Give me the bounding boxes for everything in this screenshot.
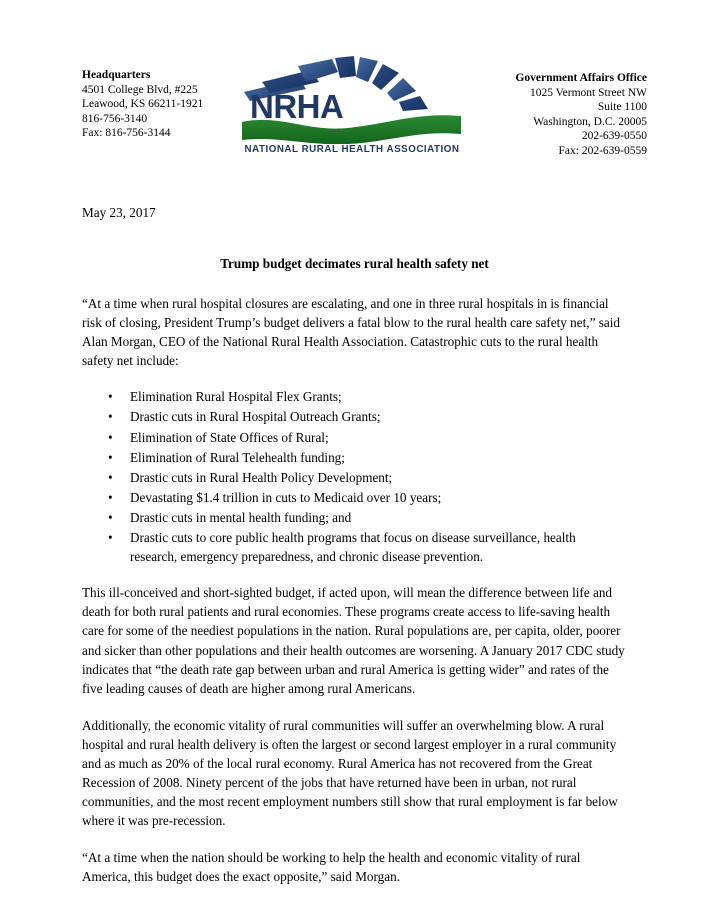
list-item: [82, 468, 627, 487]
list-item-text: Drastic cuts in Rural Health Policy Development;: [130, 469, 393, 485]
list-item-text: Devastating $1.4 trillion in cuts to Medicaid over 10 years;: [130, 489, 442, 505]
list-item: [82, 528, 627, 566]
letterhead: [0, 68, 705, 178]
bullet-icon: •: [108, 389, 113, 405]
list-item-text: Drastic cuts in mental health funding; and: [130, 509, 352, 525]
paragraph-impact: This ill-conceived and short-sighted budget, if acted upon, will mean the difference between life and death for both rural patients and rural economies. These programs create access to life-saving health care for some of the neediest populations in the nation. Rural populations are, per capita, older, poorer and sicker than other populations and their health outcomes are worsening. A January 2017 CDC study indicates that “the death rate gap between urban and rural America is getting wider” and rates of the five leading causes of death are higher among rural Americans.: [82, 585, 625, 696]
headquarters-label: Headquarters: [82, 69, 151, 81]
lead-paragraph: “At a time when rural hospital closures are escalating, and one in three rural hospitals in is financial risk of closing, President Trump’s budget delivers a fatal blow to the rural health care safety net,” said Alan Morgan, CEO of the National Rural Health Association. Catastrophic cuts to the rural health safety net include:: [82, 296, 620, 369]
bullet-icon: •: [108, 429, 113, 445]
list-item: [82, 448, 627, 467]
government-affairs-label: Government Affairs Office: [515, 72, 647, 84]
nrha-logo-mark: [236, 56, 468, 144]
headquarters-phone: 816-756-3140: [82, 112, 148, 125]
nrha-tagline: NATIONAL RURAL HEALTH ASSOCIATION: [244, 144, 460, 155]
list-item-text: Drastic cuts in Rural Hospital Outreach Grants;: [130, 409, 381, 425]
paragraph-economy: Additionally, the economic vitality of rural communities will suffer an overwhelming blow. A rural hospital and rural health delivery is often the largest or second largest employer in a rural community and as much as 20% of the local rural economy. Rural America has not recovered from the Great Recession of 2008. Ninety percent of the jobs that have returned have been in urban, not rural communities, and the most recent employment numbers still show that rural employment is far below where it was pre-recession.: [82, 717, 618, 829]
headquarters-fax: Fax: 816-756-3144: [82, 127, 171, 140]
bullet-icon: •: [108, 509, 113, 525]
government-affairs-fax: Fax: 202-639-0559: [558, 144, 647, 157]
bullet-icon: •: [108, 469, 113, 485]
government-affairs-city-state-zip: Washington, D.C. 20005: [533, 115, 647, 128]
bullet-icon: •: [108, 409, 113, 425]
release-date: May 23, 2017: [82, 205, 156, 220]
nrha-logo: [236, 56, 468, 164]
headquarters-address-block: [82, 68, 203, 141]
document-body: [82, 205, 627, 905]
budget-cuts-list: [82, 387, 627, 566]
list-item-text: Elimination of State Offices of Rural;: [130, 429, 329, 445]
list-item: [82, 428, 627, 447]
headquarters-city-state-zip: Leawood, KS 66211-1921: [82, 98, 204, 111]
nrha-wordmark: NRHA: [250, 88, 344, 125]
bullet-icon: •: [108, 489, 113, 505]
bullet-icon: •: [108, 530, 113, 546]
headquarters-street: 4501 College Blvd, #225: [82, 83, 198, 96]
government-affairs-street: 1025 Vermont Street NW: [529, 86, 647, 99]
government-affairs-suite: Suite 1100: [597, 101, 647, 114]
list-item: [82, 508, 627, 527]
list-item-text: Elimination Rural Hospital Flex Grants;: [130, 389, 342, 405]
list-item: [82, 488, 627, 507]
government-affairs-address-block: [515, 71, 647, 159]
paragraph-closing-quote: “At a time when the nation should be working to help the health and economic vitality of rural America, this budget does the exact opposite,” said Morgan.: [82, 850, 581, 885]
list-item: [82, 387, 627, 406]
government-affairs-phone: 202-639-0550: [581, 130, 647, 143]
list-item: [82, 407, 627, 426]
bullet-icon: •: [108, 449, 113, 465]
list-item-text: Drastic cuts to core public health programs that focus on disease surveillance, health research, emergency preparedness, and chronic disease prevention.: [130, 530, 576, 565]
list-item-text: Elimination of Rural Telehealth funding;: [130, 449, 345, 465]
page-title: Trump budget decimates rural health safety net: [220, 256, 489, 271]
